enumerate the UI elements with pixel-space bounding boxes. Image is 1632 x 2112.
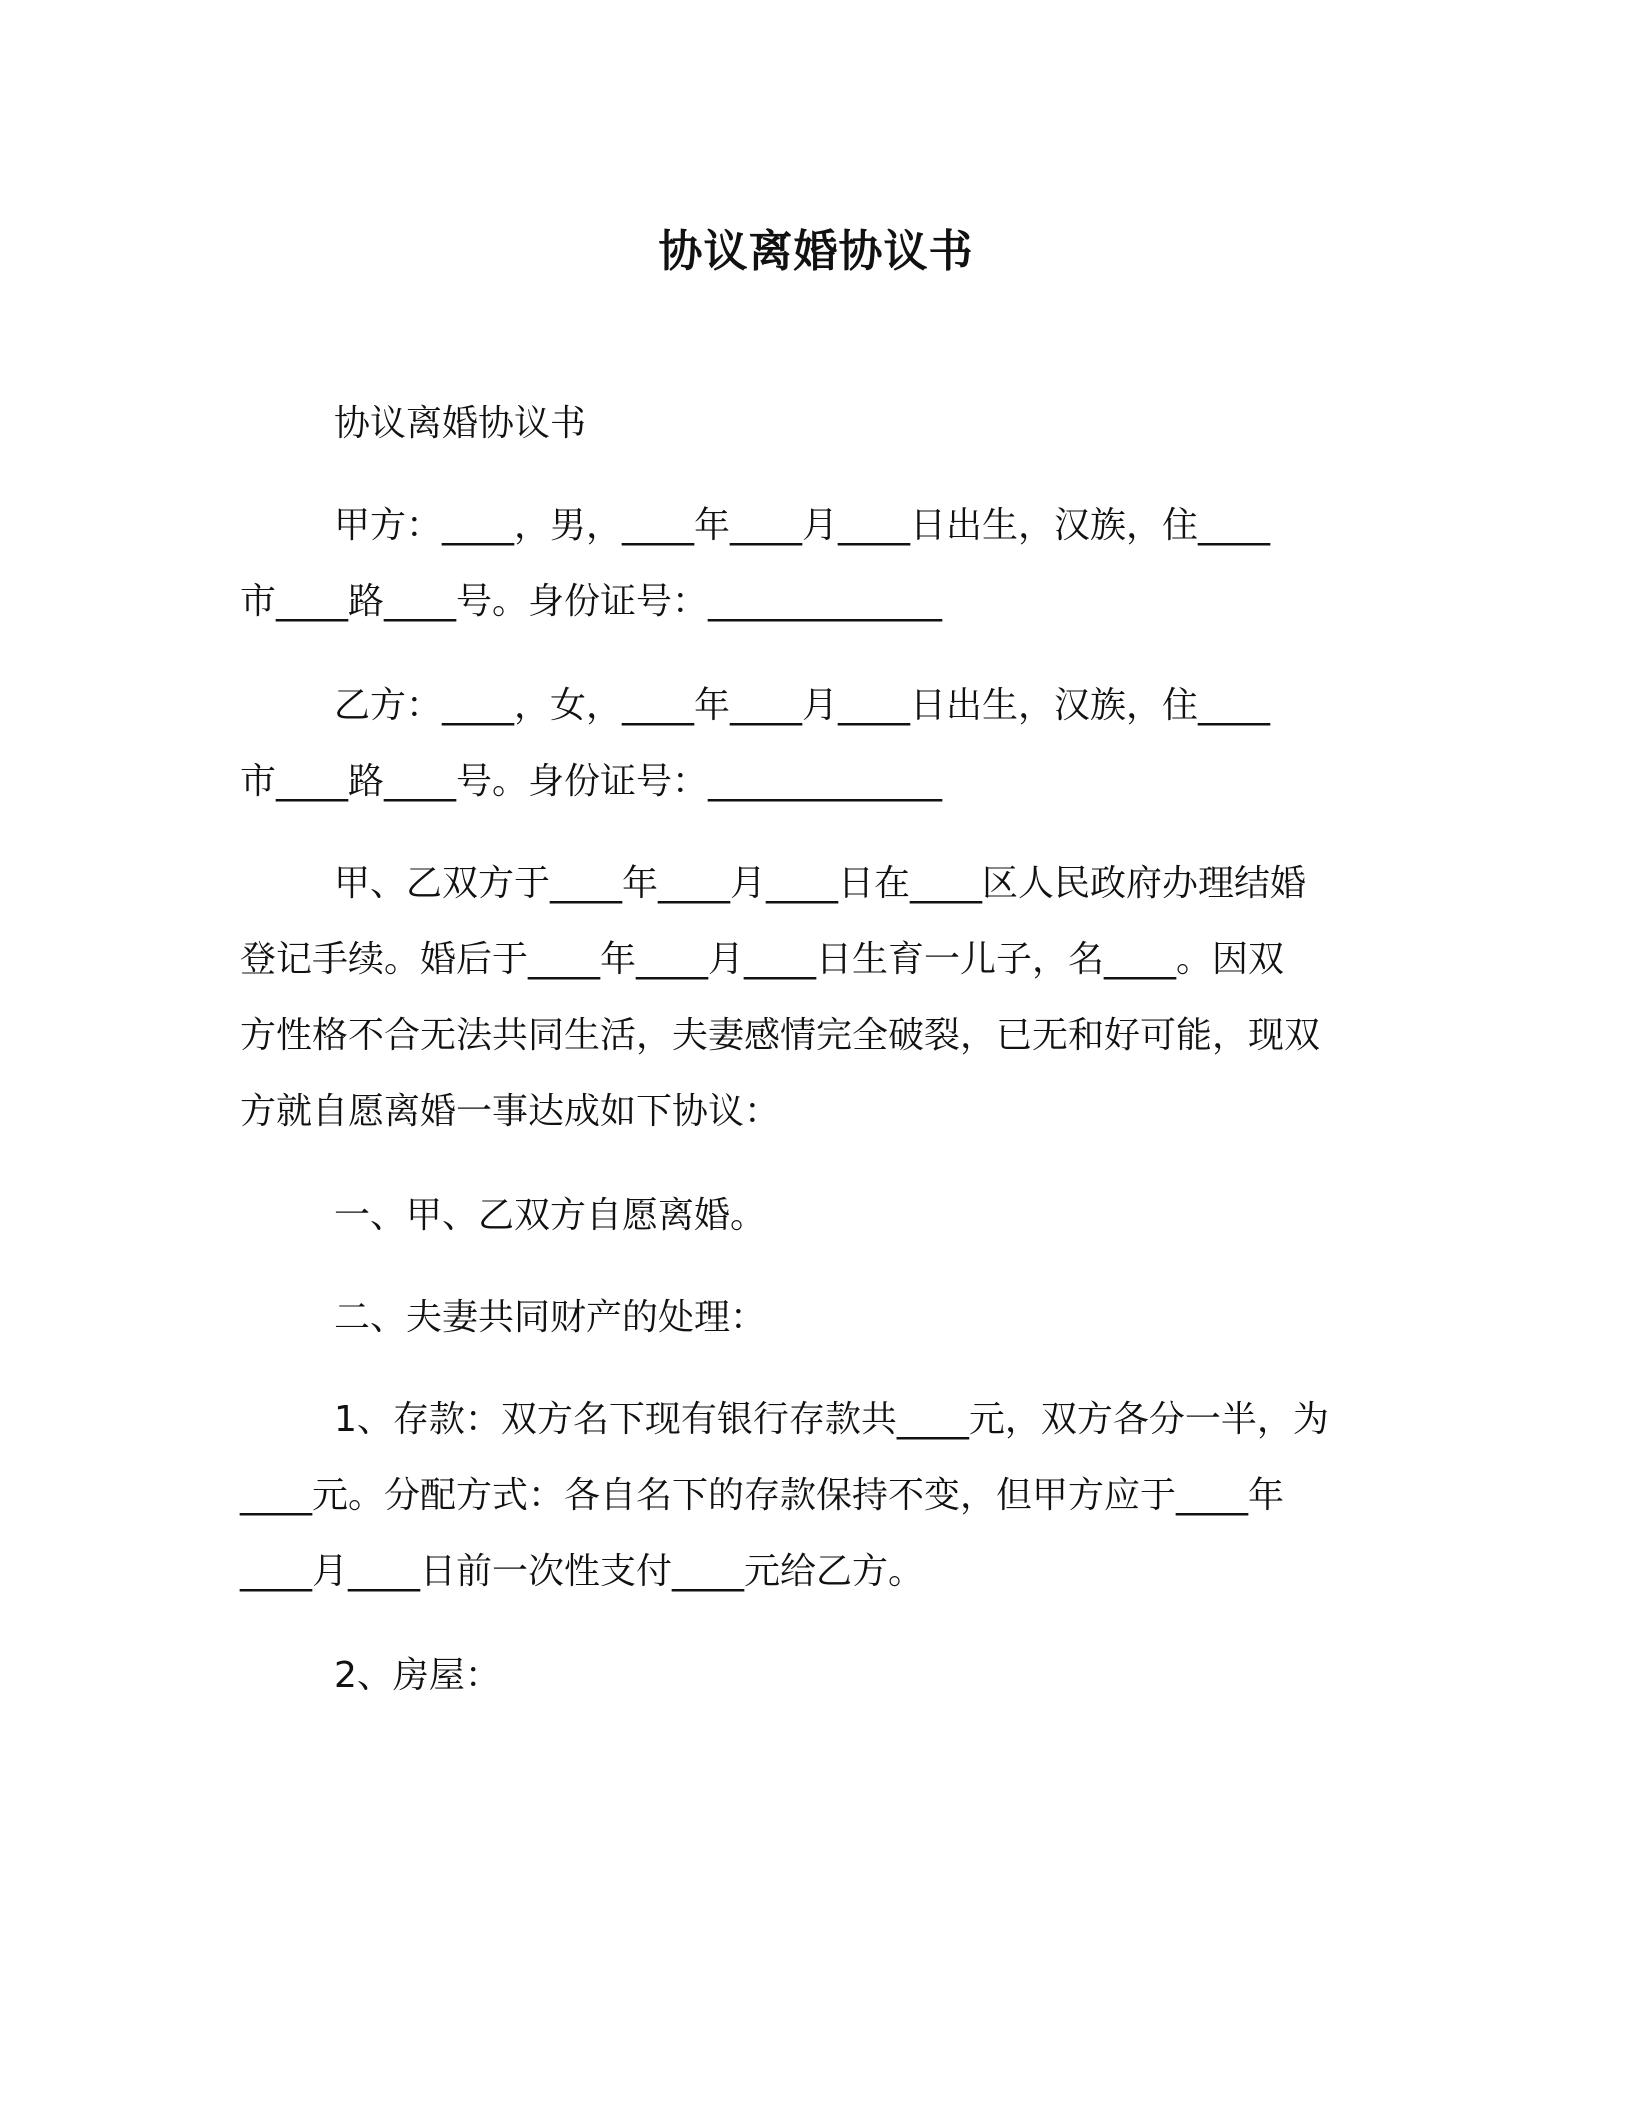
party-b-line-1: 乙方：____，女，____年____月____日出生，汉族，住____: [334, 685, 1271, 726]
clause-2-heading: 二、夫妻共同财产的处理：: [334, 1297, 767, 1338]
deposit-paragraph-line-3: ____月____日前一次性支付____元给乙方。: [240, 1551, 925, 1592]
intro-paragraph-line-2: 登记手续。婚后于____年____月____日生育一儿子，名____。因双: [240, 939, 1285, 980]
party-a-line-1: 甲方：____，男，____年____月____日出生，汉族，住____: [334, 505, 1271, 546]
intro-paragraph-line-4: 方就自愿离婚一事达成如下协议：: [240, 1091, 781, 1132]
clause-1: 一、甲、乙双方自愿离婚。: [334, 1195, 767, 1236]
subtitle-line: 协议离婚协议书: [334, 403, 587, 444]
party-b-line-2: 市____路____号。身份证号：_____________: [240, 761, 943, 802]
party-a-line-2: 市____路____号。身份证号：_____________: [240, 581, 943, 622]
document-title: 协议离婚协议书: [658, 226, 974, 277]
intro-paragraph-line-3: 方性格不合无法共同生活，夫妻感情完全破裂，已无和好可能，现双: [240, 1015, 1321, 1056]
deposit-paragraph-line-1: 1、存款：双方名下现有银行存款共____元，双方各分一半，为: [334, 1399, 1329, 1440]
intro-paragraph-line-1: 甲、乙双方于____年____月____日在____区人民政府办理结婚: [334, 863, 1307, 904]
deposit-paragraph-line-2: ____元。分配方式：各自名下的存款保持不变，但甲方应于____年: [240, 1475, 1285, 1516]
housing-heading: 2、房屋：: [334, 1655, 501, 1696]
